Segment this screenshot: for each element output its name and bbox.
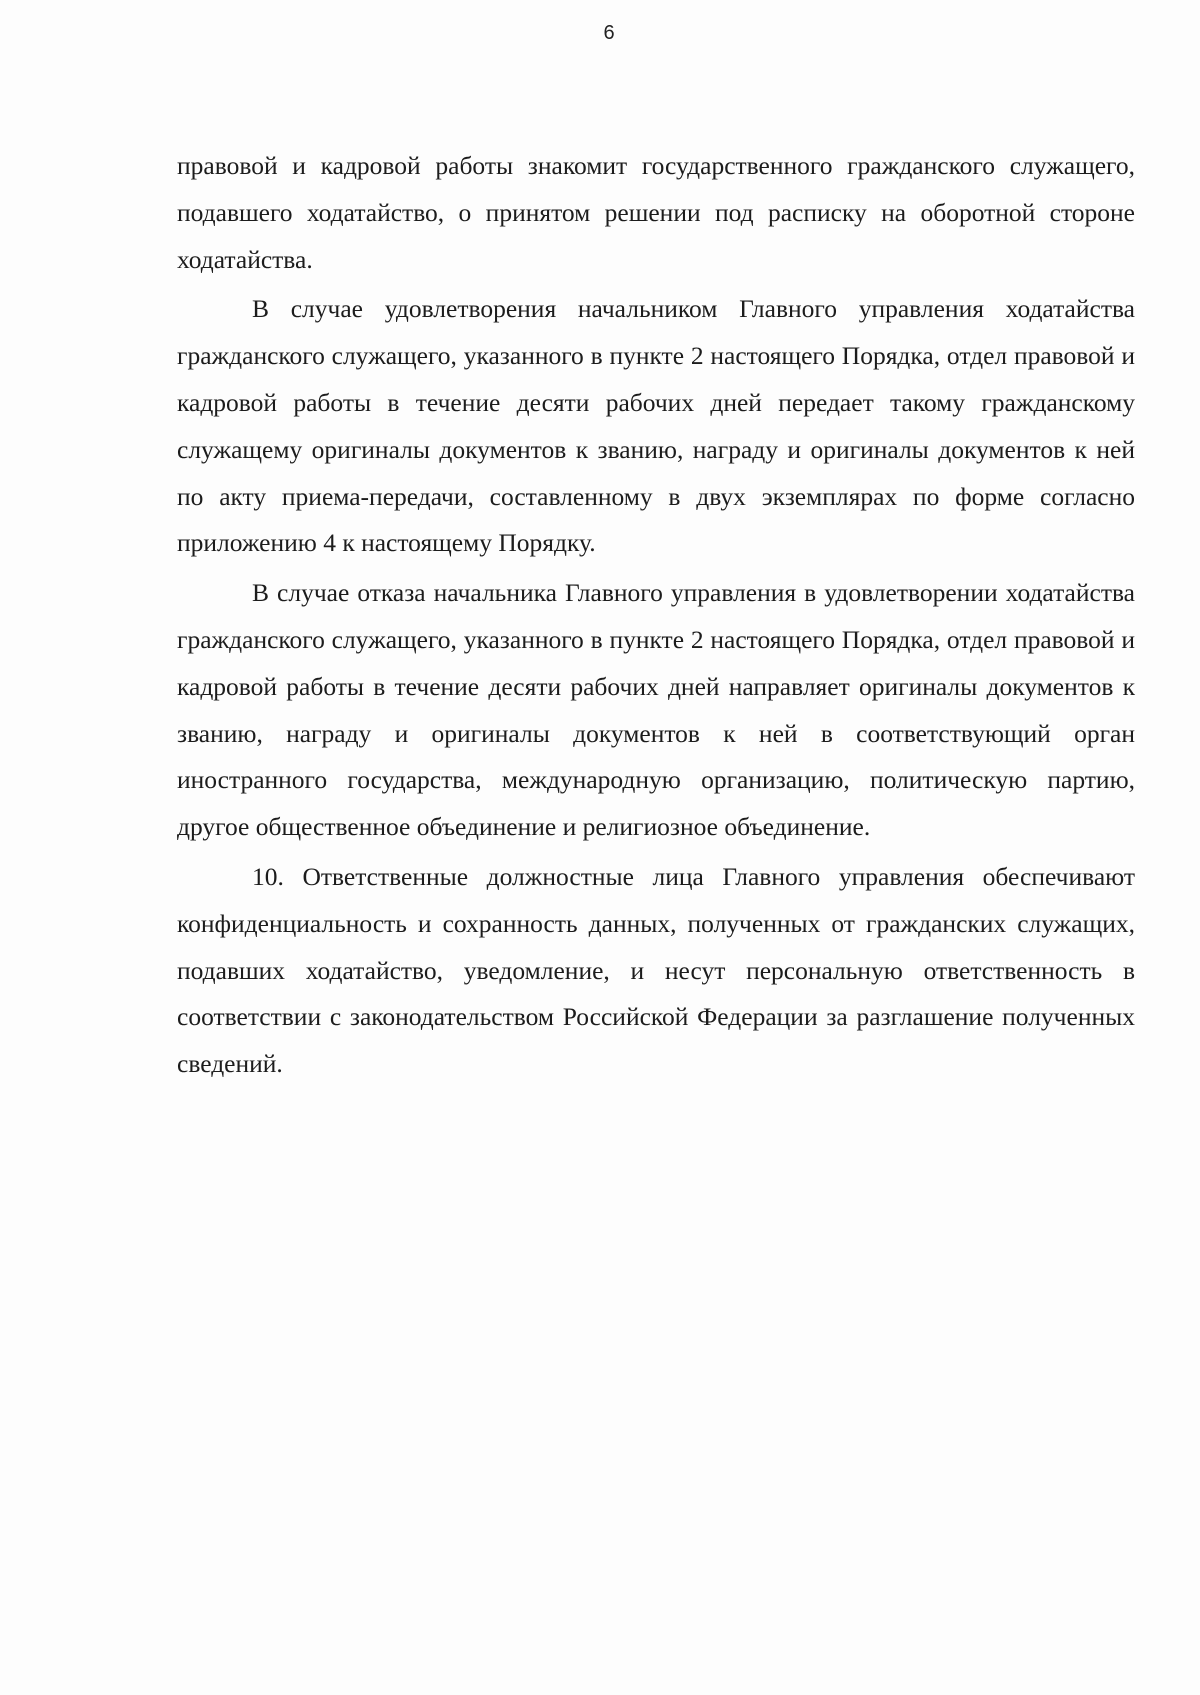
paragraph-item-10: 10. Ответственные должностные лица Главного управления обеспечивают конфиденциальность и сохранность данных, полученных от гражданских служащих, подавших ходатайство, уведомление, и несут персональную ответственность в соответствии с законодательством Российской Федерации за разглашение полученных сведений.: [177, 861, 1135, 1079]
paragraph-refusal: В случае отказа начальника Главного управления в удовлетворении ходатайства гражданского служащего, указанного в пункте 2 настоящего Порядка, отдел правовой и кадровой работы в течение десяти рабочих дней направляет оригиналы документов к званию, награду и оригиналы документов к ней в соответствующий орган иностранного государства, международную организацию, политическую партию, другое общественное объединение и религиозное объединение.: [177, 578, 1135, 842]
paragraph-continuation: правовой и кадровой работы знакомит государственного гражданского служащего, подавшего ходатайство, о принятом решении под расписку на оборотной стороне ходатайства.: [177, 151, 1135, 274]
paragraph-approval: В случае удовлетворения начальником Главного управления ходатайства гражданского служащего, указанного в пункте 2 настоящего Порядка, отдел правовой и кадровой работы в течение десяти рабочих дней передает такому гражданскому служащему оригиналы документов к званию, награду и оригиналы документов к ней по акту приема-передачи, составленному в двух экземплярах по форме согласно приложению 4 к настоящему Порядку.: [177, 294, 1135, 558]
page-number: 6: [603, 22, 615, 44]
document-body: [177, 143, 1135, 1088]
